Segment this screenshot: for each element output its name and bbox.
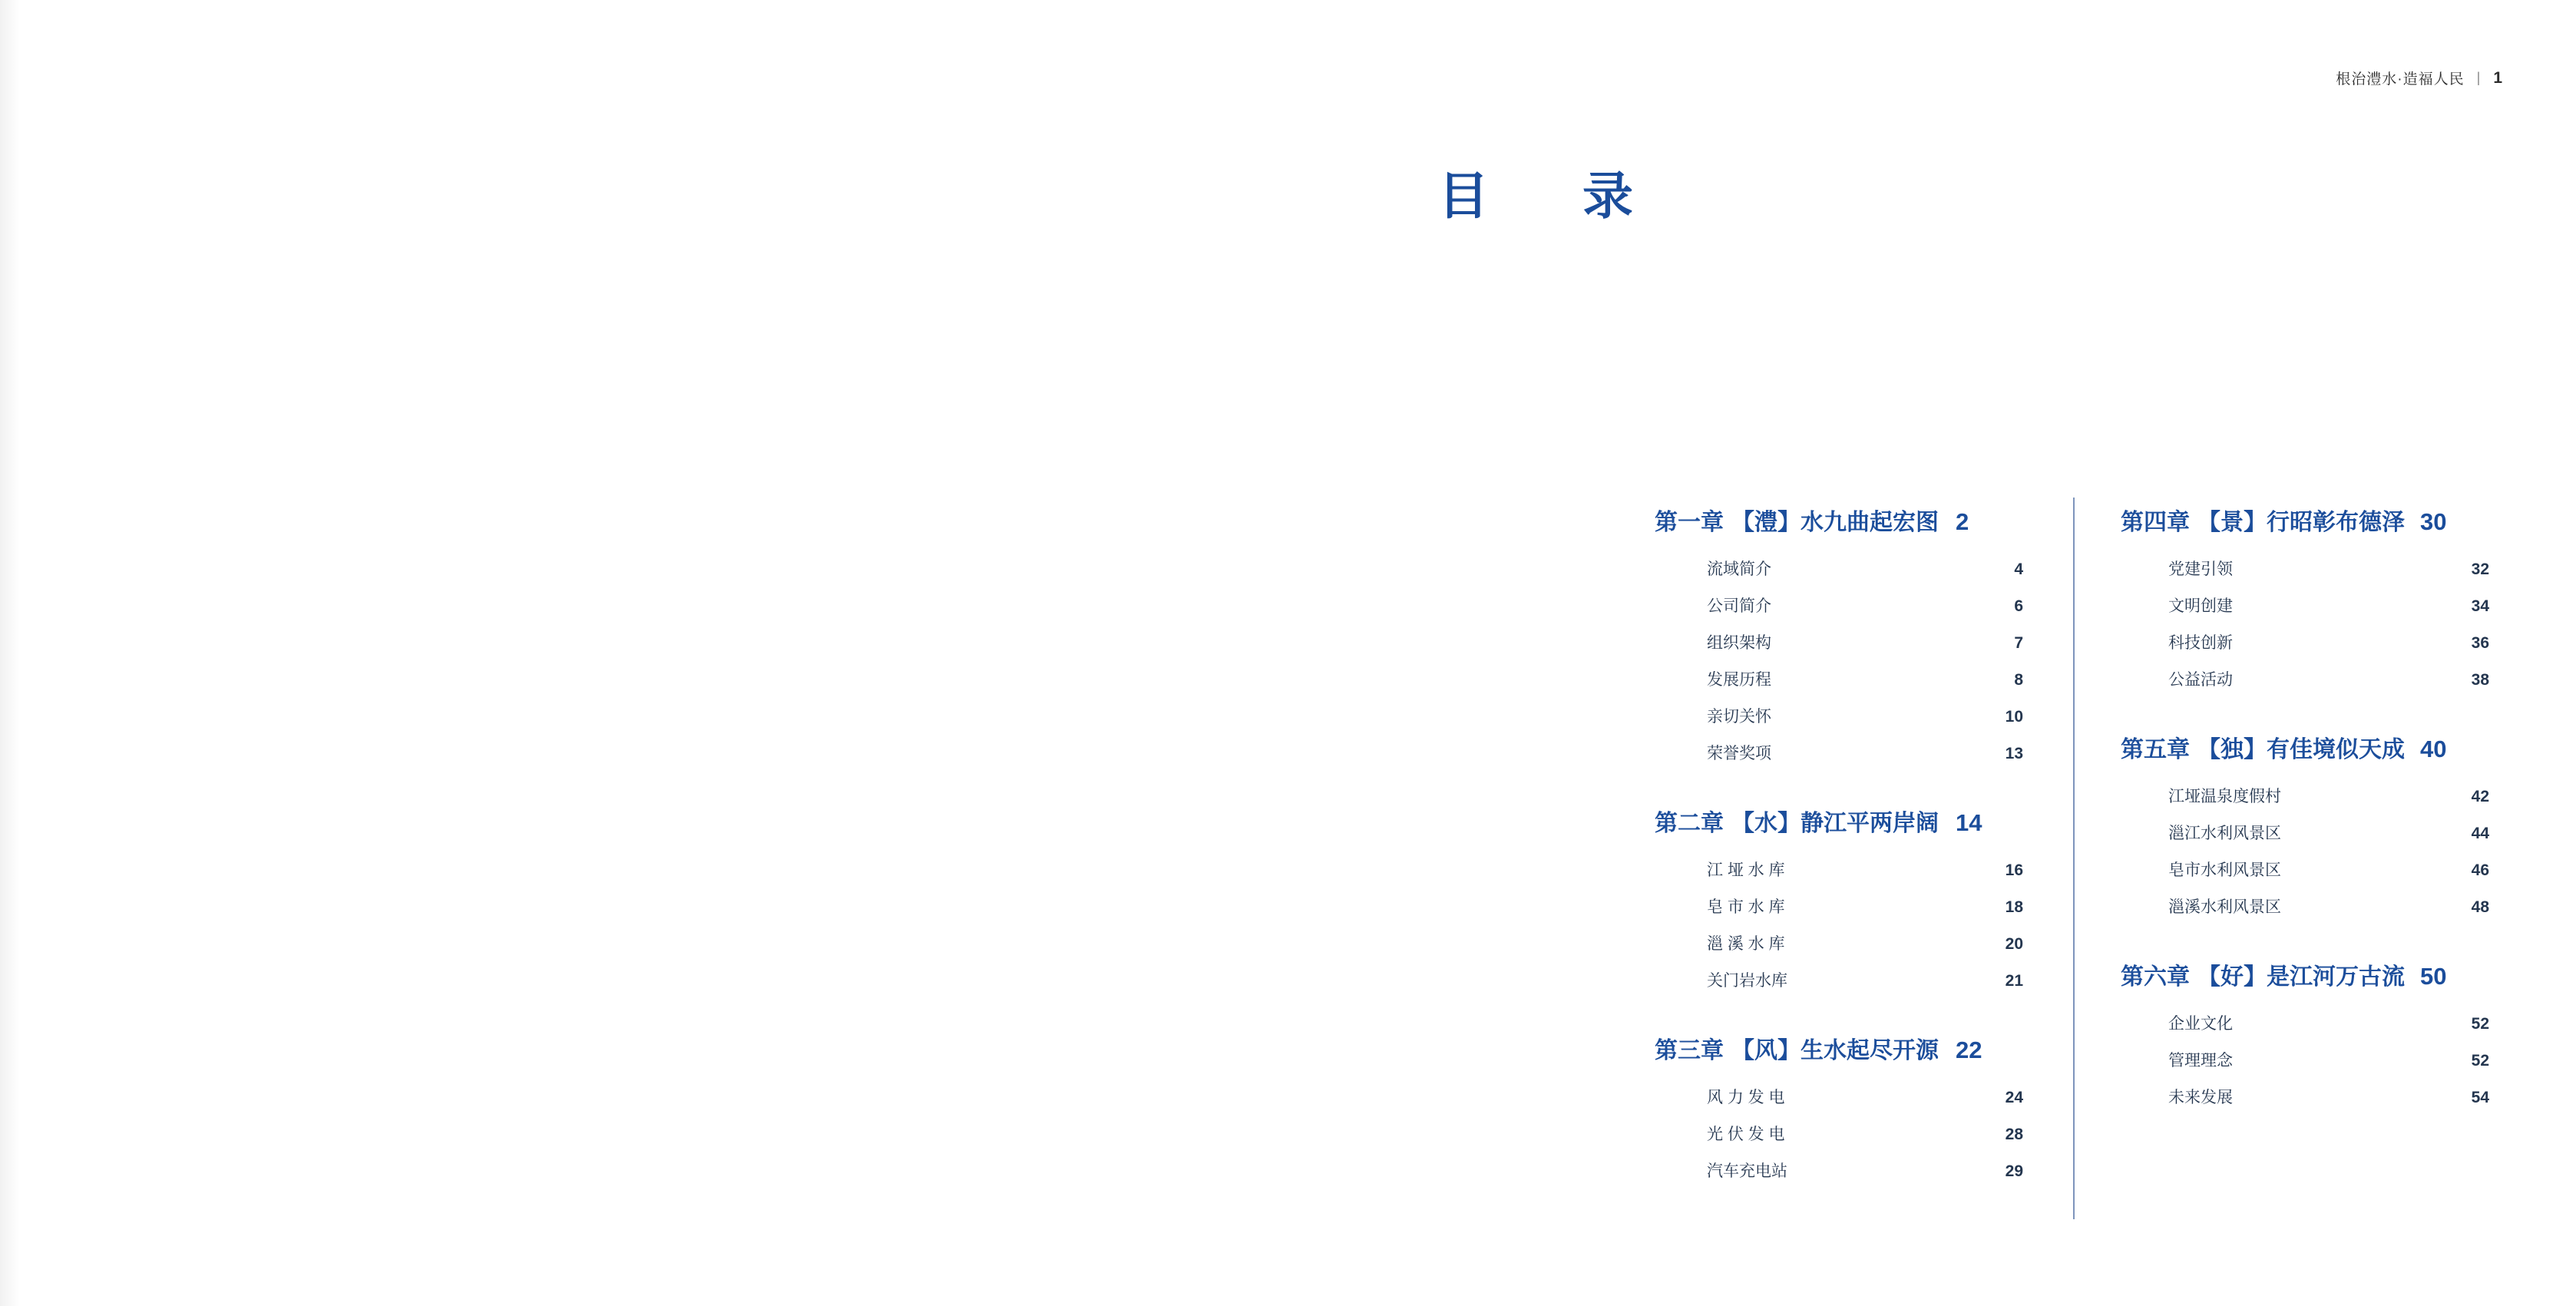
running-header-text: 根治澧水·造福人民	[2336, 71, 2465, 88]
chapter-page-number: 2	[1956, 508, 1969, 535]
chapter-heading[interactable]	[2121, 957, 2489, 991]
toc-entry[interactable]	[2121, 630, 2489, 653]
toc-entry-name: 发展历程	[1707, 671, 1771, 689]
toc-entry-name: 风 力 发 电	[1707, 1089, 1785, 1106]
toc-entry-name: 管理理念	[2168, 1052, 2233, 1070]
chapter-heading[interactable]	[1655, 503, 2023, 537]
toc-entry-page: 28	[2005, 1126, 2023, 1143]
toc-entry-page: 36	[2471, 634, 2489, 652]
toc-entry[interactable]	[2121, 593, 2489, 617]
chapter-title: 【水】静江平两岸阔	[1731, 811, 1939, 836]
chapter-title: 【好】是江河万古流	[2197, 964, 2405, 990]
toc-column-left	[1655, 503, 2073, 1182]
chapter-page-number: 22	[1956, 1037, 1982, 1063]
toc-entry[interactable]	[2121, 784, 2489, 807]
toc-entry-name: 企业文化	[2168, 1015, 2233, 1033]
toc-entry-page: 44	[2471, 825, 2489, 842]
toc-entry[interactable]	[2121, 1085, 2489, 1108]
toc-entry-name: 荣誉奖项	[1707, 745, 1771, 762]
chapter-page-number: 30	[2420, 508, 2447, 535]
toc-entry-page: 52	[2471, 1015, 2489, 1033]
page-title: 目 录	[1438, 167, 1655, 224]
chapter-heading[interactable]	[2121, 503, 2489, 537]
running-header-separator: |	[2476, 70, 2482, 85]
chapter-page-number: 50	[2420, 963, 2447, 990]
chapter-entry-list	[2121, 557, 2489, 690]
toc-entry-page: 8	[2014, 671, 2023, 689]
toc-entry-page: 32	[2471, 560, 2489, 578]
toc-entry[interactable]	[1655, 593, 2023, 617]
toc-entry[interactable]	[2121, 667, 2489, 690]
toc-entry[interactable]	[2121, 1011, 2489, 1034]
toc-entry-page: 13	[2005, 745, 2023, 762]
toc-entry-page: 48	[2471, 898, 2489, 916]
chapter-title: 【风】生水起尽开源	[1731, 1038, 1939, 1063]
chapter-entry[interactable]	[2121, 957, 2489, 1108]
toc-entry-page: 21	[2005, 972, 2023, 990]
toc-entry-name: 㴩溪水利风景区	[2168, 898, 2281, 916]
chapter-title: 【独】有佳境似天成	[2197, 737, 2405, 762]
chapter-entry-list	[1655, 1085, 2023, 1182]
toc-entry-page: 6	[2014, 597, 2023, 615]
chapter-label: 第六章	[2121, 964, 2190, 990]
toc-entry[interactable]	[1655, 858, 2023, 881]
toc-entry[interactable]	[1655, 704, 2023, 727]
toc-entry[interactable]	[1655, 931, 2023, 954]
chapter-entry-list	[2121, 1011, 2489, 1108]
toc-entry-name: 党建引领	[2168, 560, 2233, 578]
running-header	[2336, 68, 2503, 88]
spine-shadow	[0, 0, 20, 1306]
toc-entry-name: 公益活动	[2168, 671, 2233, 689]
toc-entry[interactable]	[2121, 821, 2489, 844]
toc-entry[interactable]	[2121, 858, 2489, 881]
chapter-entry[interactable]	[2121, 503, 2489, 690]
toc-entry-name: 汽车充电站	[1707, 1162, 1787, 1180]
chapter-label: 第二章	[1655, 811, 1724, 836]
toc-entry[interactable]	[2121, 894, 2489, 918]
toc-entry-name: 皂市水利风景区	[2168, 861, 2281, 879]
toc-entry[interactable]	[1655, 667, 2023, 690]
chapter-label: 第三章	[1655, 1038, 1724, 1063]
toc-entry-page: 18	[2005, 898, 2023, 916]
toc-entry[interactable]	[1655, 630, 2023, 653]
toc-entry-name: 江 垭 水 库	[1707, 861, 1785, 879]
chapter-title: 【景】行昭彰布德泽	[2197, 510, 2405, 535]
toc-entry-page: 38	[2471, 671, 2489, 689]
chapter-entry[interactable]	[1655, 503, 2023, 764]
chapter-heading[interactable]	[2121, 730, 2489, 764]
toc-entry[interactable]	[1655, 741, 2023, 764]
toc-entry-name: 皂 市 水 库	[1707, 898, 1785, 916]
chapter-heading[interactable]	[1655, 1031, 2023, 1065]
toc-entry-page: 29	[2005, 1162, 2023, 1180]
toc-entry-name: 亲切关怀	[1707, 708, 1771, 726]
toc-entry-page: 52	[2471, 1052, 2489, 1070]
chapter-label: 第五章	[2121, 737, 2190, 762]
running-header-page-number: 1	[2493, 68, 2503, 87]
toc-entry-name: 流域简介	[1707, 560, 1771, 578]
toc-entry[interactable]	[1655, 557, 2023, 580]
toc-entry-name: 未来发展	[2168, 1089, 2233, 1106]
toc-entry-page: 20	[2005, 935, 2023, 953]
toc-entry-name: 公司简介	[1707, 597, 1771, 615]
toc-entry-name: 科技创新	[2168, 634, 2233, 652]
toc-entry-page: 16	[2005, 861, 2023, 879]
chapter-entry[interactable]	[1655, 804, 2023, 991]
chapter-heading[interactable]	[1655, 804, 2023, 838]
chapter-entry-list	[1655, 858, 2023, 991]
chapter-page-number: 40	[2420, 736, 2447, 762]
toc-entry[interactable]	[1655, 1159, 2023, 1182]
toc-entry-page: 10	[2005, 708, 2023, 726]
chapter-page-number: 14	[1956, 809, 1982, 836]
toc-entry[interactable]	[1655, 894, 2023, 918]
toc-entry-name: 㴩 溪 水 库	[1707, 935, 1785, 953]
toc-entry-page: 34	[2471, 597, 2489, 615]
toc-entry-page: 24	[2005, 1089, 2023, 1106]
toc-entry[interactable]	[2121, 557, 2489, 580]
chapter-label: 第一章	[1655, 510, 1724, 535]
toc-column-right	[2073, 503, 2489, 1108]
toc-entry-name: 组织架构	[1707, 634, 1771, 652]
toc-entry-name: 江垭温泉度假村	[2168, 788, 2281, 805]
chapter-title: 【澧】水九曲起宏图	[1731, 510, 1939, 535]
toc-entry-name: 㴩江水利风景区	[2168, 825, 2281, 842]
toc-entry-page: 7	[2014, 634, 2023, 652]
chapter-entry[interactable]	[2121, 730, 2489, 918]
chapter-label: 第四章	[2121, 510, 2190, 535]
toc-entry[interactable]	[1655, 1122, 2023, 1145]
chapter-entry-list	[1655, 557, 2023, 764]
toc-entry-page: 42	[2471, 788, 2489, 805]
chapter-entry[interactable]	[1655, 1031, 2023, 1182]
toc-entry[interactable]	[1655, 1085, 2023, 1108]
toc-entry-page: 54	[2471, 1089, 2489, 1106]
toc-entry-name: 文明创建	[2168, 597, 2233, 615]
toc-entry-page: 46	[2471, 861, 2489, 879]
toc-entry-page: 4	[2014, 560, 2023, 578]
toc-entry-name: 光 伏 发 电	[1707, 1126, 1785, 1143]
chapter-entry-list	[2121, 784, 2489, 918]
toc-entry-name: 关门岩水库	[1707, 972, 1787, 990]
toc-entry[interactable]	[2121, 1048, 2489, 1071]
toc-entry[interactable]	[1655, 968, 2023, 991]
toc-columns	[1655, 503, 2507, 1182]
